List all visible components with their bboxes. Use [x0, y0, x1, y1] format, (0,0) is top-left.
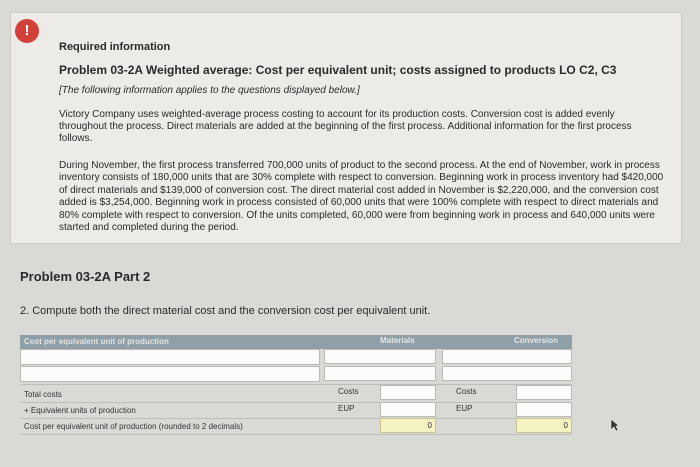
materials-blank-input-2[interactable]	[324, 366, 436, 381]
intro-note: [The following information applies to the questions displayed below.]	[59, 85, 360, 96]
materials-total-costs-input[interactable]	[380, 385, 436, 400]
alert-icon: !	[15, 19, 39, 43]
conversion-blank-input[interactable]	[442, 349, 572, 364]
part-title: Problem 03-2A Part 2	[20, 269, 151, 284]
table-divider-2	[20, 402, 572, 403]
materials-blank-input[interactable]	[324, 349, 436, 364]
problem-title: Problem 03-2A Weighted average: Cost per equivalent unit; costs assigned to products LO C2, C3	[59, 63, 617, 77]
november-details: During November, the first process transferred 700,000 units of product to the second process. At the end of November, work in process inventory consists of 180,000 units that are 30% complete with respect to conversion. Beginning work in process inventory had $420,000 of direct materials and $139,000 of conversion cost. The direct material cost added in November is $2,220,000, and the conversion cost added is $3,254,000. Beginning work in process consisted of 60,000 units that were 100% complete with respect to direct materials and 80% complete with respect to conversion. Of the units completed, 60,000 were from beginning work in process and 640,000 units were started and completed during the period.	[59, 160, 664, 234]
materials-header: Materials	[380, 336, 415, 345]
materials-eup-input[interactable]	[380, 402, 436, 417]
conversion-eup-label: EUP	[456, 404, 473, 413]
conversion-total-costs-input[interactable]	[516, 385, 572, 400]
required-info-title: Required information	[59, 41, 171, 53]
conversion-header: Conversion	[514, 336, 559, 345]
question-text: 2. Compute both the direct material cost and the conversion cost per equivalent unit.	[20, 305, 431, 317]
total-costs-label: Total costs	[24, 390, 62, 399]
materials-eup-label: EUP	[338, 404, 355, 413]
materials-costs-label: Costs	[338, 387, 359, 396]
table-bottom-line	[20, 434, 572, 435]
materials-cost-per-unit-result: 0	[380, 418, 436, 433]
conversion-blank-input-2[interactable]	[442, 366, 572, 381]
cost-per-equivalent-unit-table	[20, 332, 580, 436]
table-header-row	[20, 335, 572, 349]
table-header-label: Cost per equivalent unit of production	[24, 337, 169, 346]
required-information-panel	[10, 12, 682, 244]
company-description: Victory Company uses weighted-average process costing to account for its production costs. Conversion cost is added evenly throughout the process. Direct materials are added at the beginning of the first process. Additional information for the first process follows.	[59, 109, 632, 144]
conversion-cost-per-unit-result: 0	[516, 418, 572, 433]
mouse-cursor-icon	[610, 418, 620, 432]
table-divider-3	[20, 418, 572, 419]
equivalent-units-label: + Equivalent units of production	[24, 406, 136, 415]
cost-per-unit-label: Cost per equivalent unit of production (rounded to 2 decimals)	[24, 422, 243, 431]
conversion-eup-input[interactable]	[516, 402, 572, 417]
blank-label-input-2[interactable]	[20, 366, 320, 382]
blank-label-input[interactable]	[20, 349, 320, 365]
table-divider	[20, 384, 572, 385]
conversion-costs-label: Costs	[456, 387, 477, 396]
